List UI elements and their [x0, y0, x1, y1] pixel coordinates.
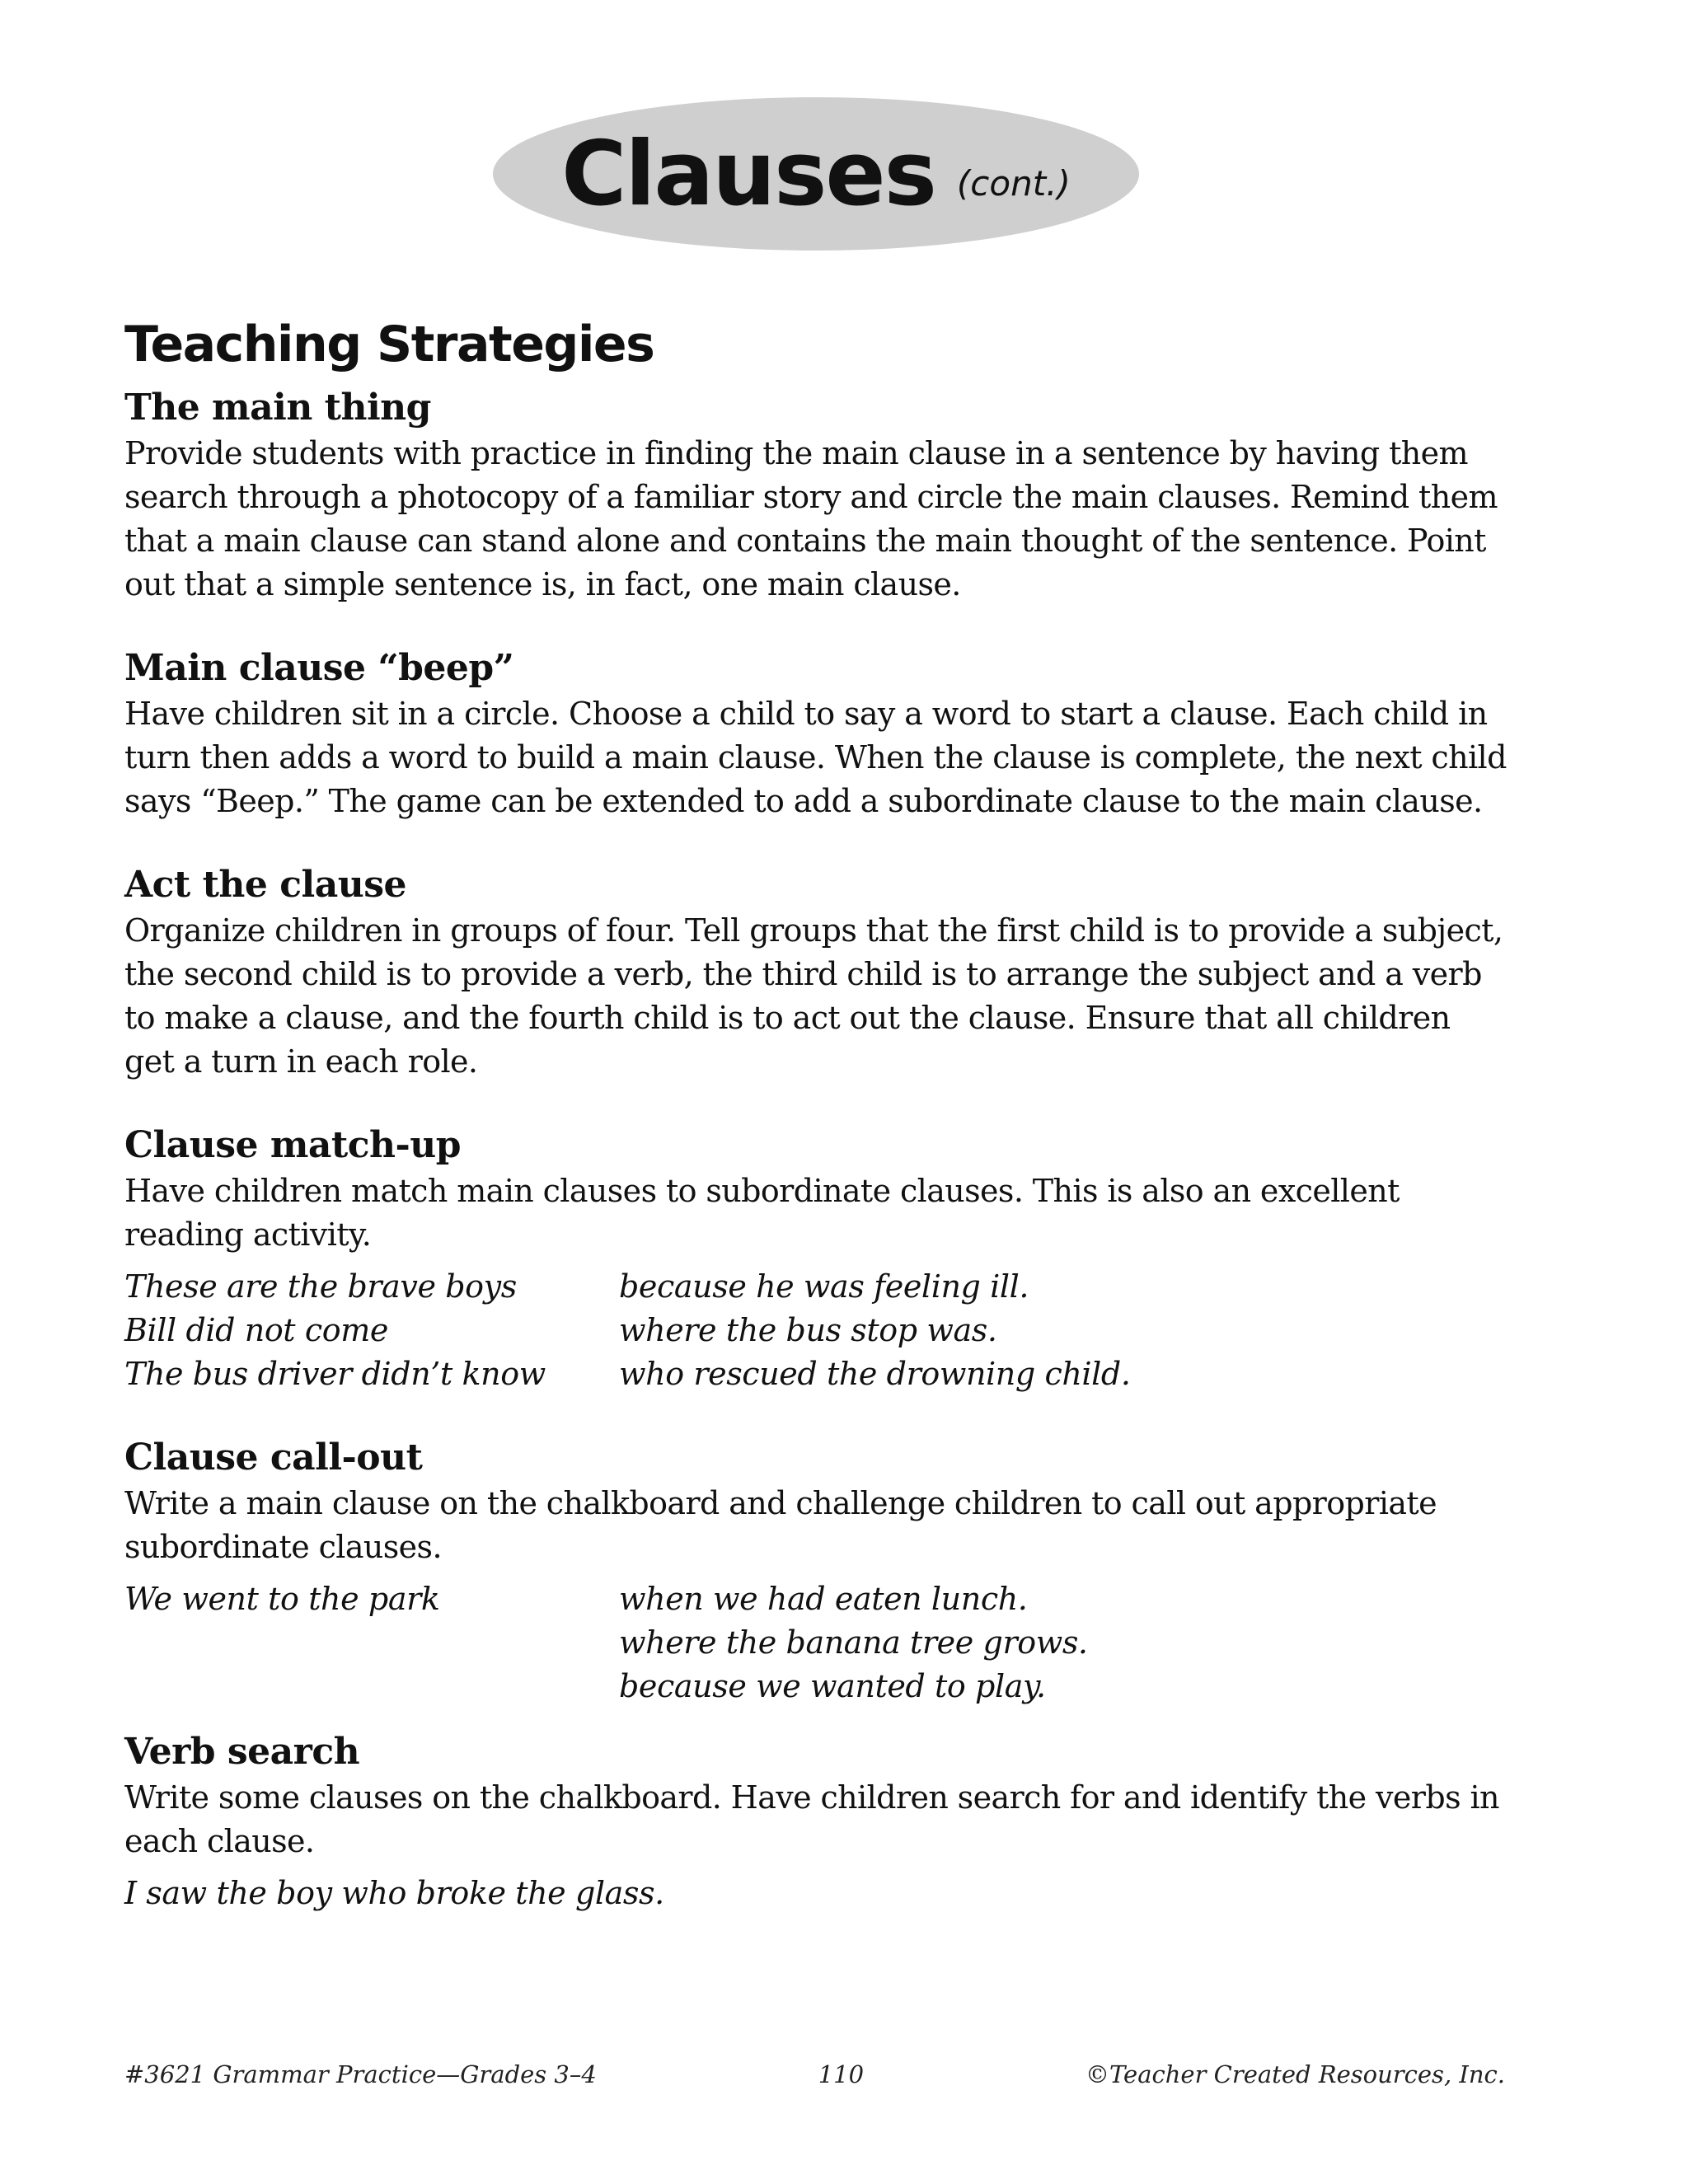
section-body: Provide students with practice in finding the main clause in a sentence by having them search through a photocopy of a familiar story and circle the main clauses. Remind them that a main clause can stand alone and contains the main thought of the sentence. Point out that a simple sentence is, in fact, one main clause. [124, 435, 1498, 602]
example-row [124, 1577, 1509, 1621]
section-title: Clause match-up [124, 1124, 462, 1166]
main-clause-example: The bus driver didn’t know [124, 1356, 546, 1392]
example-sentence: I saw the boy who broke the glass. [124, 1875, 664, 1911]
section-act-the-clause [124, 861, 1509, 1084]
section-title: The main thing [124, 387, 431, 429]
example-row [124, 1352, 1509, 1396]
section-main-thing [124, 384, 1509, 607]
section-verb-search [124, 1728, 1509, 1915]
section-clause-call-out [124, 1434, 1509, 1708]
main-clause-example [124, 1621, 619, 1665]
footer-book-title: #3621 Grammar Practice—Grades 3–4 [124, 2060, 597, 2088]
footer-copyright: ©Teacher Created Resources, Inc. [1085, 2060, 1505, 2088]
subordinate-clause-example: because he was feeling ill. [619, 1268, 1029, 1305]
title-main: Clauses [561, 122, 935, 226]
section-title: Verb search [124, 1731, 360, 1773]
subordinate-clause-example: who rescued the drowning child. [619, 1356, 1131, 1392]
section-title: Clause call-out [124, 1436, 423, 1479]
main-clause-example [124, 1665, 619, 1708]
section-body: Have children sit in a circle. Choose a child to say a word to start a clause. Each child in turn then adds a word to build a main clause. When the clause is complete, the next child says “Beep.” The game can be extended to add a subordinate clause to the main clause. [124, 696, 1507, 819]
main-clause-example: We went to the park [124, 1581, 440, 1617]
section-body: Have children match main clauses to subordinate clauses. This is also an excellent reading activity. [124, 1173, 1400, 1253]
title-sub: (cont.) [956, 162, 1071, 204]
main-clause-example: Bill did not come [124, 1312, 388, 1348]
example-row [124, 1265, 1509, 1309]
example-row [124, 1665, 1509, 1708]
section-title: Main clause “beep” [124, 647, 514, 689]
page-title [493, 97, 1139, 251]
section-body: Write a main clause on the chalkboard and challenge children to call out appropriate subordinate clauses. [124, 1485, 1437, 1565]
example-row [124, 1309, 1509, 1352]
page-number: 110 [818, 2060, 865, 2088]
section-body: Write some clauses on the chalkboard. Have children search for and identify the verbs in each clause. [124, 1779, 1499, 1859]
section-title: Act the clause [124, 864, 406, 906]
page-footer [124, 2060, 1505, 2088]
main-clause-example: These are the brave boys [124, 1268, 517, 1305]
subordinate-clause-example: because we wanted to play. [619, 1668, 1046, 1704]
section-clause-match-up [124, 1122, 1509, 1396]
section-main-clause-beep [124, 644, 1509, 823]
subordinate-clause-example: when we had eaten lunch. [619, 1581, 1028, 1617]
subordinate-clause-example: where the bus stop was. [619, 1312, 997, 1348]
content [124, 305, 1509, 1915]
example-table [124, 1265, 1509, 1396]
example-row [124, 1621, 1509, 1665]
section-heading: Teaching Strategies [124, 316, 654, 373]
example-table [124, 1577, 1509, 1708]
section-body: Organize children in groups of four. Tell groups that the first child is to provide a subject, the second child is to provide a verb, the third child is to arrange the subject and a verb to make a clause, and the fourth child is to act out the clause. Ensure that all children get a turn in each role. [124, 912, 1503, 1080]
subordinate-clause-example: where the banana tree grows. [619, 1624, 1088, 1661]
